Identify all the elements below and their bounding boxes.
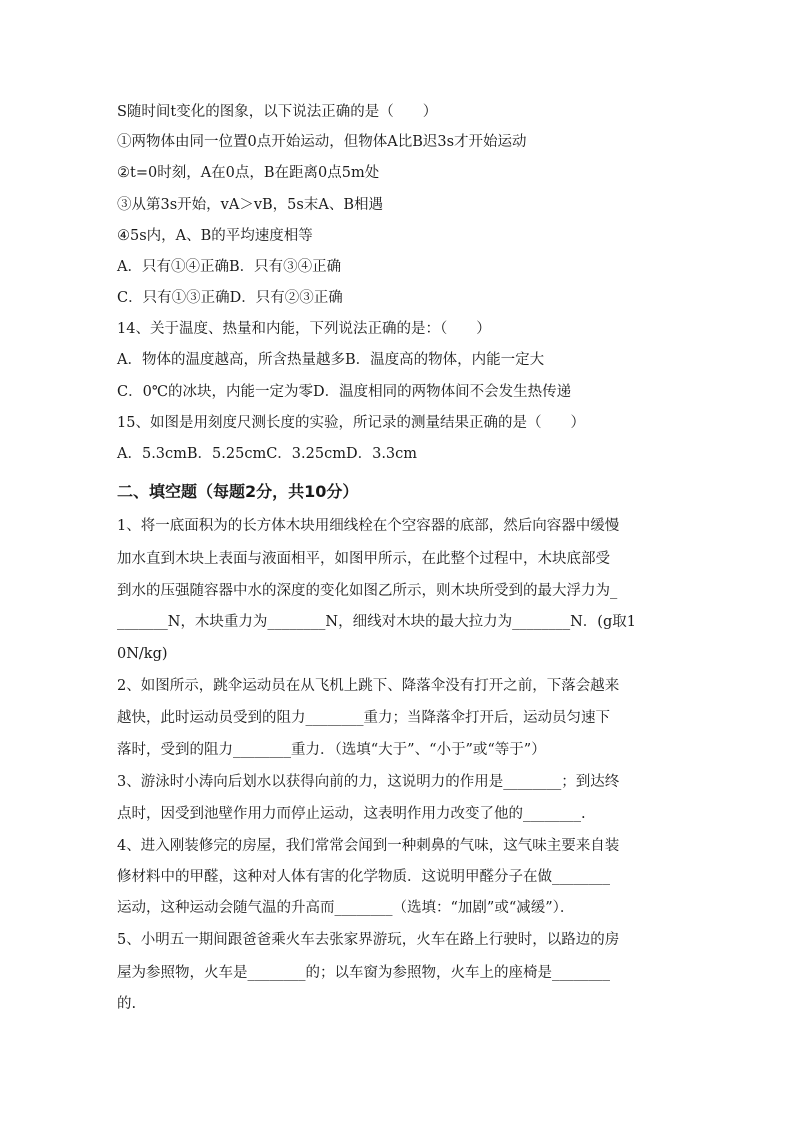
fill-q2-line-2: 越快，此时运动员受到的阻力________重力；当降落伞打开后，运动员匀速下 [117, 710, 610, 726]
fill-q1-line-3: 到水的压强随容器中水的深度的变化如图乙所示，则木块所受到的最大浮力为_ [117, 583, 618, 599]
q14-options-cd: C．0℃的冰块，内能一定为零D．温度相同的两物体间不会发生热传递 [117, 384, 572, 400]
fill-q3-line-2: 点时，因受到池壁作用力而停止运动，这表明作用力改变了他的________. [117, 806, 586, 822]
q14-stem: 14、关于温度、热量和内能，下列说法正确的是：（ ） [117, 321, 491, 337]
q15-stem: 15、如图是用刻度尺测长度的实验，所记录的测量结果正确的是（ ） [117, 415, 585, 431]
fill-q4-line-3: 运动，这种运动会随气温的升高而________（选填：“加剧”或“减缓”）． [117, 900, 575, 916]
fill-q1-line-2: 加水直到木块上表面与液面相平，如图甲所示，在此整个过程中，木块底部受 [117, 551, 610, 567]
section-heading-fill-in: 二、填空题（每题2分，共10分） [117, 482, 359, 501]
q13-statement-3: ③从第3s开始，vA＞vB，5s末A、B相遇 [117, 197, 383, 213]
q13-statement-2: ②t=0时刻，A在0点，B在距离0点5m处 [117, 165, 380, 181]
q13-options-ab: A．只有①④正确B．只有③④正确 [117, 259, 342, 275]
fill-q4-line-2: 修材料中的甲醛，这种对人体有害的化学物质．这说明甲醛分子在做________ [117, 869, 610, 885]
q13-stem-continued: S随时间t变化的图象，以下说法正确的是（ ） [117, 104, 438, 120]
q13-options-cd: C．只有①③正确D．只有②③正确 [117, 290, 343, 306]
fill-q2-line-1: 2、如图所示，跳伞运动员在从飞机上跳下、降落伞没有打开之前，下落会越来 [117, 678, 620, 694]
q13-statement-4: ④5s内，A、B的平均速度相等 [117, 228, 313, 244]
fill-q5-line-1: 5、小明五一期间跟爸爸乘火车去张家界游玩，火车在路上行驶时，以路边的房 [117, 932, 620, 948]
fill-q2-line-3: 落时，受到的阻力________重力．（选填“大于”、“小于”或“等于”） [117, 742, 546, 758]
fill-q5-line-3: 的. [117, 996, 137, 1012]
fill-q3-line-1: 3、游泳时小涛向后划水以获得向前的力，这说明力的作用是________；到达终 [117, 774, 620, 790]
q14-options-ab: A．物体的温度越高，所含热量越多B．温度高的物体，内能一定大 [117, 352, 545, 368]
q13-statement-1: ①两物体由同一位置0点开始运动，但物体A比B迟3s才开始运动 [117, 134, 527, 150]
fill-q1-line-1: 1、将一底面积为的长方体木块用细线栓在个空容器的底部，然后向容器中缓慢 [117, 518, 620, 534]
fill-q4-line-1: 4、进入刚装修完的房屋，我们常常会闻到一种刺鼻的气味，这气味主要来自装 [117, 838, 620, 854]
q15-options: A．5.3cmB．5.25cmC．3.25cmD．3.3cm [117, 446, 418, 462]
fill-q5-line-2: 屋为参照物，火车是________的；以车窗为参照物，火车上的座椅是________ [117, 965, 610, 981]
fill-q1-line-5: 0N/kg) [117, 646, 168, 662]
fill-q1-line-4: _______N，木块重力为________N，细线对木块的最大拉力为________N．(g取1 [117, 614, 636, 630]
